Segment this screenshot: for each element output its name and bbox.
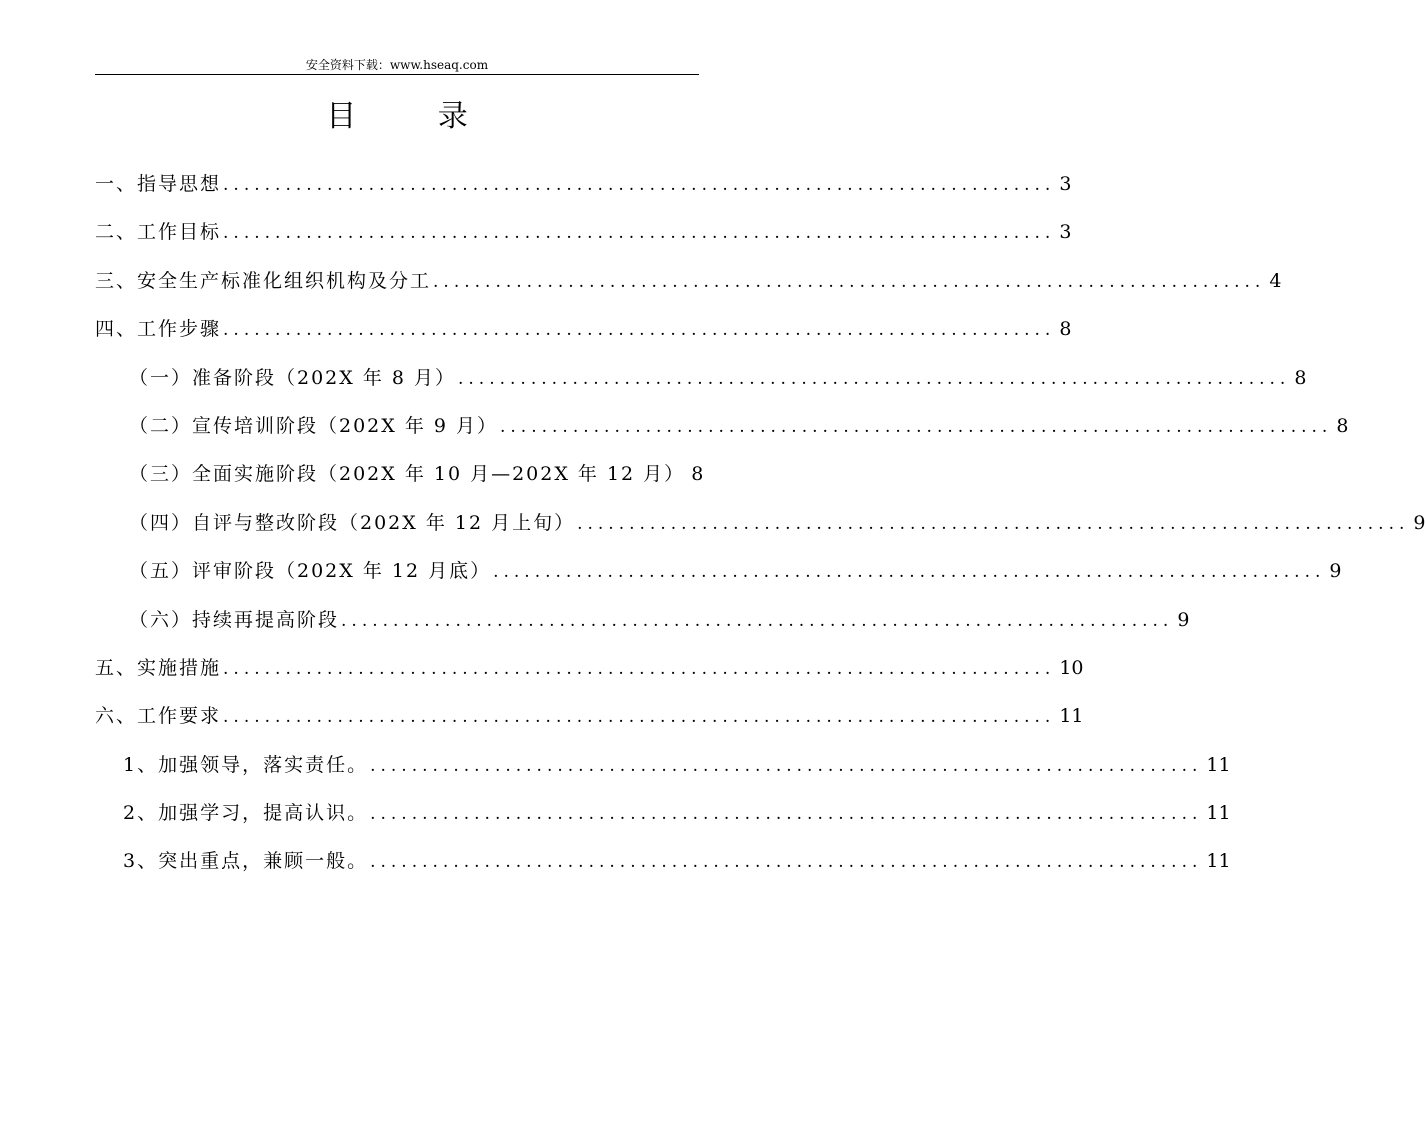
toc-entry-title: （二）宣传培训阶段（202X 年 9 月）	[129, 414, 498, 437]
toc-page-number: 10	[1059, 656, 1084, 679]
toc-page-number: 8	[691, 463, 704, 486]
toc-entry-title: 2、加强学习，提高认识。	[123, 802, 369, 825]
toc-page-number: 3	[1059, 221, 1072, 244]
toc-entry-title: 三、安全生产标准化组织机构及分工	[95, 269, 432, 292]
toc-entry[interactable]	[95, 499, 1426, 547]
toc-entry-title: 二、工作目标	[95, 221, 222, 244]
toc-page-number: 8	[1336, 414, 1349, 437]
toc-entry[interactable]	[95, 596, 1190, 644]
toc-entry-title: （四）自评与整改阶段（202X 年 12 月上旬）	[129, 511, 576, 534]
toc-entry-title: 3、突出重点，兼顾一般。	[123, 850, 369, 873]
toc-entry[interactable]	[95, 305, 1072, 353]
toc-page-number: 9	[1177, 608, 1190, 631]
toc-entry[interactable]	[95, 837, 1231, 885]
toc-page-number: 11	[1206, 850, 1231, 873]
toc-dot-leader: ................................................................................	[370, 755, 1203, 776]
toc-page-number: 8	[1059, 318, 1072, 341]
toc-entry[interactable]	[95, 789, 1231, 837]
toc-entry-title: （一）准备阶段（202X 年 8 月）	[129, 366, 456, 389]
toc-page-number: 11	[1206, 753, 1231, 776]
toc-page-number: 3	[1059, 173, 1072, 195]
toc-page-number: 4	[1269, 269, 1282, 292]
toc-page-number: 11	[1059, 705, 1084, 728]
toc-entry[interactable]	[95, 547, 1342, 595]
toc-entry-title: 一、指导思想	[95, 173, 222, 195]
toc-entry-title: （五）评审阶段（202X 年 12 月底）	[129, 560, 492, 583]
toc-dot-leader: ................................................................................	[433, 271, 1266, 292]
toc-page-number: 8	[1294, 366, 1307, 389]
toc-entry-title: （三）全面实施阶段（202X 年 10 月—202X 年 12 月）	[129, 463, 686, 486]
header-divider	[95, 74, 699, 75]
toc-page-number: 9	[1329, 560, 1342, 583]
toc-dot-leader: ................................................................................	[458, 368, 1291, 389]
toc-dot-leader: ................................................................................	[341, 610, 1174, 631]
toc-entry[interactable]	[95, 160, 1072, 208]
toc-dot-leader: ................................................................................	[223, 707, 1056, 728]
page-title: 目 录	[326, 99, 504, 134]
toc-entry[interactable]	[95, 450, 704, 498]
toc-dot-leader: ................................................................................	[370, 852, 1203, 873]
toc-entry-title: 五、实施措施	[95, 656, 222, 679]
toc-dot-leader: ................................................................................	[223, 658, 1056, 679]
toc-entry[interactable]	[95, 402, 1349, 450]
toc-entry-title: 四、工作步骤	[95, 318, 222, 341]
toc-entry[interactable]	[95, 354, 1307, 402]
toc-dot-leader: ................................................................................	[493, 562, 1326, 583]
toc-dot-leader: ................................................................................	[223, 320, 1056, 341]
toc-dot-leader: ................................................................................	[577, 513, 1410, 534]
toc-entry[interactable]	[95, 257, 1282, 305]
toc-entry[interactable]	[95, 644, 1084, 692]
table-of-contents	[95, 160, 1426, 886]
toc-entry-title: 1、加强领导，落实责任。	[123, 753, 369, 776]
toc-entry[interactable]	[95, 692, 1084, 740]
toc-dot-leader: ................................................................................	[500, 416, 1333, 437]
toc-entry[interactable]	[95, 741, 1231, 789]
toc-page-number: 11	[1206, 802, 1231, 825]
toc-dot-leader: ................................................................................	[370, 804, 1203, 825]
toc-entry[interactable]	[95, 208, 1072, 256]
toc-page-number: 9	[1413, 511, 1426, 534]
toc-entry-title: 六、工作要求	[95, 705, 222, 728]
toc-dot-leader: ................................................................................	[223, 223, 1056, 244]
toc-dot-leader: ................................................................................	[223, 175, 1056, 195]
page-header: 安全资料下载：www.hseaq.com	[305, 58, 489, 72]
toc-entry-title: （六）持续再提高阶段	[129, 608, 340, 631]
